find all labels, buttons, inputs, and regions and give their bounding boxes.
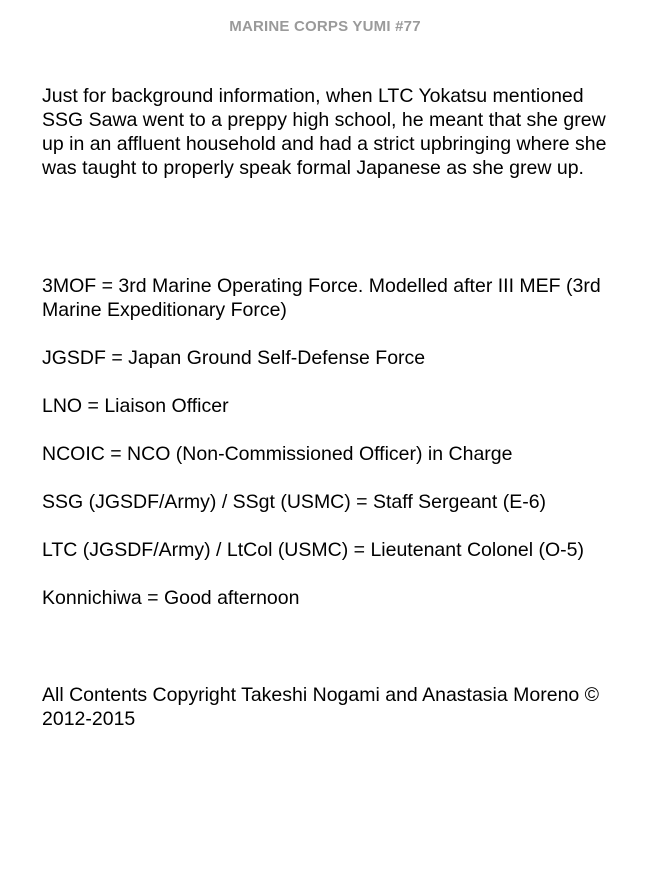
copyright-notice: All Contents Copyright Takeshi Nogami and Anastasia Moreno © 2012-2015 (42, 684, 600, 730)
glossary-item-ncoic: NCOIC = NCO (Non-Commissioned Officer) in Charge (42, 443, 513, 465)
glossary-item-ssg: SSG (JGSDF/Army) / SSgt (USMC) = Staff Sergeant (E-6) (42, 491, 547, 513)
glossary-list (42, 274, 622, 634)
glossary-item-3mof: 3MOF = 3rd Marine Operating Force. Modelled after III MEF (3rd Marine Expeditionary Force) (42, 275, 601, 321)
glossary-item-jgsdf: JGSDF = Japan Ground Self-Defense Force (42, 347, 426, 369)
glossary-item-ltc: LTC (JGSDF/Army) / LtCol (USMC) = Lieutenant Colonel (O-5) (42, 539, 584, 561)
glossary-item-lno: LNO = Liaison Officer (42, 395, 229, 417)
intro-paragraph: Just for background information, when LTC Yokatsu mentioned SSG Sawa went to a preppy high school, he meant that she grew up in an affluent household and had a strict upbringing where she was taught to properly speak formal Japanese as she grew up. (42, 85, 607, 179)
glossary-item-konnichiwa: Konnichiwa = Good afternoon (42, 587, 300, 609)
page-title: MARINE CORPS YUMI #77 (229, 18, 421, 35)
